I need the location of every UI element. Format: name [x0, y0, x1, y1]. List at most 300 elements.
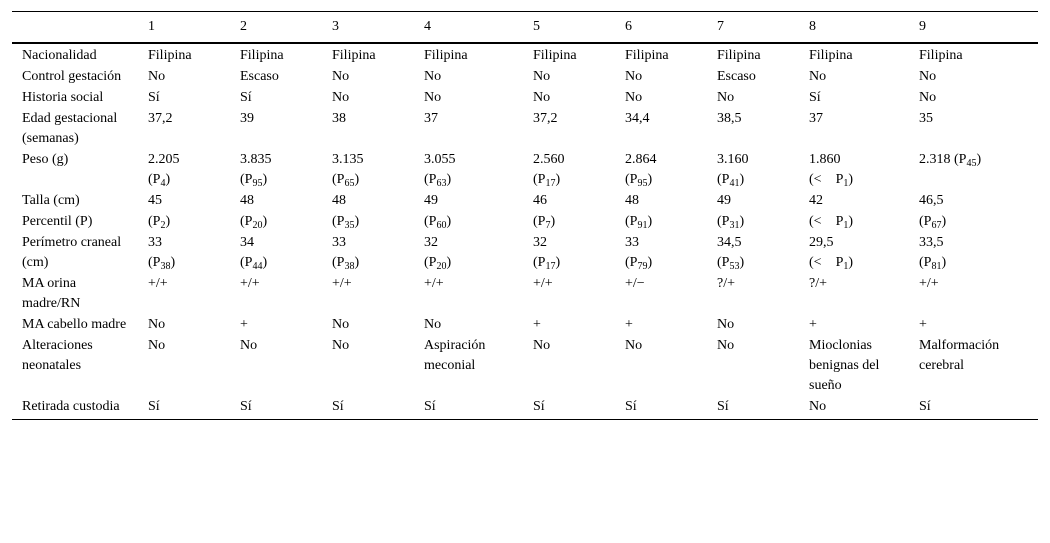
cell-text: No — [424, 317, 442, 332]
cell-text: (P — [533, 255, 546, 270]
table-cell — [523, 149, 615, 190]
table-cell — [523, 43, 615, 66]
cell-content — [625, 214, 652, 229]
subscript-text: 4 — [160, 178, 166, 189]
cell-content — [809, 172, 853, 187]
cell-text: Filipina — [625, 48, 669, 63]
cell-text: No — [919, 69, 937, 84]
table-cell — [414, 232, 523, 273]
cell-text: Filipina — [240, 48, 284, 63]
table-cell — [322, 87, 414, 108]
case-table — [12, 11, 1038, 420]
cell-text: ) — [941, 214, 947, 229]
table-cell — [230, 396, 322, 420]
cell-text: No — [424, 69, 442, 84]
table-cell — [322, 108, 414, 149]
table-cell — [523, 211, 615, 232]
cell-text: +/+ — [424, 276, 444, 291]
cell-text: 3.835 — [240, 152, 272, 167]
table-cell — [138, 43, 230, 66]
cell-text: (P — [533, 172, 546, 187]
cell-text: (P — [148, 172, 161, 187]
cell-text: No — [240, 338, 258, 353]
row-label: Peso (g) — [22, 152, 69, 167]
cell-text: +/+ — [332, 276, 352, 291]
cell-text: Malformación cerebral — [919, 338, 1000, 373]
subscript-text: 7 — [545, 220, 551, 231]
cell-text: 33 — [148, 235, 162, 250]
cell-content — [424, 172, 451, 187]
cell-text: ) — [848, 214, 854, 229]
cell-text: No — [809, 69, 827, 84]
cell-content — [919, 255, 946, 270]
cell-text: (P — [240, 255, 253, 270]
table-cell — [707, 211, 799, 232]
cell-text: Filipina — [332, 48, 376, 63]
cell-content — [809, 152, 841, 167]
cell-text: Escaso — [240, 69, 279, 84]
cell-text: ) — [739, 172, 745, 187]
row-label: Perímetro craneal (cm) — [22, 235, 122, 270]
row-label: Nacionalidad — [22, 48, 97, 63]
table-cell — [322, 211, 414, 232]
subscript-text: 1 — [843, 178, 849, 189]
cell-text: ) — [555, 172, 561, 187]
cell-text: (P — [148, 214, 161, 229]
cell-text: ) — [555, 255, 561, 270]
cell-content — [533, 235, 547, 250]
cell-content — [240, 172, 267, 187]
cell-text: 34,5 — [717, 235, 742, 250]
cell-content — [332, 214, 359, 229]
table-cell — [799, 108, 909, 149]
table-cell — [230, 108, 322, 149]
table-row — [12, 211, 1038, 232]
data-table-container — [12, 11, 1038, 420]
cell-text: (P — [148, 255, 161, 270]
table-cell — [707, 314, 799, 335]
cell-content — [148, 152, 180, 167]
table-cell — [230, 273, 322, 314]
cell-text: No — [148, 69, 166, 84]
table-cell — [707, 190, 799, 211]
cell-text: ) — [647, 255, 653, 270]
table-cell — [799, 314, 909, 335]
subscript-text: 20 — [252, 220, 263, 231]
header-cell-case-1: 1 — [138, 12, 230, 44]
cell-text: (P — [919, 214, 932, 229]
table-cell — [523, 396, 615, 420]
table-cell — [138, 108, 230, 149]
cell-text: (P — [625, 214, 638, 229]
table-row — [12, 87, 1038, 108]
cell-text: ) — [446, 172, 452, 187]
header-cell-case-7: 7 — [707, 12, 799, 44]
cell-text: 3.160 — [717, 152, 749, 167]
table-cell — [615, 335, 707, 396]
table-cell — [615, 273, 707, 314]
cell-text: 33 — [625, 235, 639, 250]
table-cell — [523, 335, 615, 396]
header-cell-label — [12, 12, 138, 44]
table-row — [12, 232, 1038, 273]
row-label: Talla (cm) — [22, 193, 80, 208]
cell-text: Sí — [809, 90, 821, 105]
cell-text: (P — [332, 214, 345, 229]
subscript-text: 95 — [252, 178, 263, 189]
header-cell-case-2: 2 — [230, 12, 322, 44]
cell-text: 35 — [919, 111, 933, 126]
subscript-text: 1 — [843, 220, 849, 231]
cell-content — [332, 255, 359, 270]
table-cell — [799, 335, 909, 396]
cell-text: + — [533, 317, 541, 332]
cell-text: ) — [165, 172, 171, 187]
cell-text: ) — [170, 255, 176, 270]
cell-content — [919, 152, 981, 167]
cell-content — [332, 235, 346, 250]
table-cell — [230, 314, 322, 335]
cell-text: (P — [240, 214, 253, 229]
table-cell — [138, 211, 230, 232]
row-label: Edad gestacional (semanas) — [22, 111, 118, 146]
cell-text: 2.205 — [148, 152, 180, 167]
table-cell — [523, 314, 615, 335]
subscript-text: 65 — [344, 178, 355, 189]
cell-content — [625, 172, 652, 187]
table-cell — [615, 87, 707, 108]
table-cell — [138, 190, 230, 211]
table-cell — [138, 66, 230, 87]
cell-text: ) — [446, 214, 452, 229]
cell-text: ) — [848, 255, 854, 270]
cell-text: (P — [332, 255, 345, 270]
table-cell — [322, 314, 414, 335]
cell-content — [332, 172, 359, 187]
cell-content — [424, 255, 451, 270]
cell-text: 29,5 — [809, 235, 834, 250]
cell-content — [148, 172, 170, 187]
table-cell — [322, 273, 414, 314]
cell-text: 49 — [717, 193, 731, 208]
table-cell — [799, 232, 909, 273]
table-cell — [230, 149, 322, 190]
table-row — [12, 335, 1038, 396]
header-cell-case-3: 3 — [322, 12, 414, 44]
cell-content — [240, 235, 254, 250]
table-cell — [414, 108, 523, 149]
cell-text: No — [533, 69, 551, 84]
table-cell — [230, 43, 322, 66]
table-cell — [799, 190, 909, 211]
cell-content — [625, 255, 652, 270]
cell-content — [717, 172, 744, 187]
table-cell — [707, 108, 799, 149]
cell-content — [809, 255, 853, 270]
subscript-text: 1 — [843, 261, 849, 272]
table-cell — [909, 232, 1038, 273]
table-cell — [615, 232, 707, 273]
table-cell — [707, 87, 799, 108]
cell-text: No — [332, 317, 350, 332]
cell-text: No — [717, 90, 735, 105]
header-cell-case-8: 8 — [799, 12, 909, 44]
table-row — [12, 314, 1038, 335]
table-cell — [909, 211, 1038, 232]
cell-text: P — [835, 172, 844, 187]
cell-text: No — [332, 338, 350, 353]
cell-text: + — [809, 317, 817, 332]
cell-text: ) — [262, 172, 268, 187]
cell-text: Mioclonias benignas del sueño — [809, 338, 880, 393]
table-cell — [230, 66, 322, 87]
cell-text: Sí — [919, 399, 931, 414]
cell-text: P — [835, 214, 844, 229]
cell-content — [533, 255, 560, 270]
table-row — [12, 149, 1038, 190]
cell-text: ) — [262, 255, 268, 270]
subscript-text: 17 — [545, 178, 556, 189]
cell-text: (P — [424, 172, 437, 187]
cell-text: +/+ — [533, 276, 553, 291]
table-cell — [414, 273, 523, 314]
cell-text: (P — [332, 172, 345, 187]
cell-text: (P — [424, 255, 437, 270]
cell-text: ) — [739, 255, 745, 270]
table-cell — [230, 232, 322, 273]
table-cell — [523, 190, 615, 211]
cell-text: No — [625, 90, 643, 105]
cell-content — [240, 214, 267, 229]
cell-text: +/− — [625, 276, 645, 291]
cell-text: 33 — [332, 235, 346, 250]
cell-text: ) — [262, 214, 268, 229]
cell-text: 33,5 — [919, 235, 944, 250]
cell-text: Aspiración meconial — [424, 338, 486, 373]
subscript-text: 38 — [344, 261, 355, 272]
cell-text: Sí — [717, 399, 729, 414]
table-cell — [707, 43, 799, 66]
cell-text: 46 — [533, 193, 547, 208]
cell-text: Sí — [424, 399, 436, 414]
table-cell — [909, 190, 1038, 211]
table-cell — [322, 43, 414, 66]
cell-text: No — [148, 338, 166, 353]
cell-text: No — [625, 69, 643, 84]
table-cell — [138, 314, 230, 335]
cell-text: (P — [717, 214, 730, 229]
cell-content — [240, 255, 267, 270]
table-cell — [523, 108, 615, 149]
cell-text: 32 — [533, 235, 547, 250]
table-cell — [615, 314, 707, 335]
table-cell — [799, 273, 909, 314]
subscript-text: 45 — [966, 158, 977, 169]
table-cell — [138, 232, 230, 273]
cell-text: Sí — [332, 399, 344, 414]
table-cell — [230, 211, 322, 232]
cell-text: (P — [424, 214, 437, 229]
cell-content — [148, 255, 175, 270]
cell-text: (P — [717, 172, 730, 187]
subscript-text: 81 — [931, 261, 942, 272]
row-label: MA cabello madre — [22, 317, 127, 332]
cell-text: Sí — [240, 90, 252, 105]
cell-text: ) — [446, 255, 452, 270]
table-cell — [414, 66, 523, 87]
cell-text: (P — [625, 255, 638, 270]
cell-text: Filipina — [919, 48, 963, 63]
cell-content — [717, 235, 742, 250]
subscript-text: 41 — [729, 178, 740, 189]
table-cell — [230, 190, 322, 211]
table-row — [12, 108, 1038, 149]
cell-content — [424, 214, 451, 229]
table-cell — [138, 149, 230, 190]
cell-text: No — [148, 317, 166, 332]
table-cell — [799, 211, 909, 232]
table-cell — [707, 273, 799, 314]
table-cell — [909, 149, 1038, 190]
row-label: Control gestación — [22, 69, 122, 84]
cell-text: 48 — [332, 193, 346, 208]
cell-text: + — [919, 317, 927, 332]
cell-text: 48 — [625, 193, 639, 208]
table-cell — [414, 396, 523, 420]
cell-text: + — [240, 317, 248, 332]
table-row — [12, 273, 1038, 314]
cell-text: Sí — [148, 399, 160, 414]
table-cell — [615, 211, 707, 232]
cell-text: ) — [354, 172, 360, 187]
cell-text: Filipina — [533, 48, 577, 63]
subscript-text: 79 — [637, 261, 648, 272]
table-cell — [799, 87, 909, 108]
cell-text: 2.560 — [533, 152, 565, 167]
cell-text: 49 — [424, 193, 438, 208]
cell-content — [919, 214, 946, 229]
cell-text: Sí — [148, 90, 160, 105]
cell-text: No — [332, 90, 350, 105]
cell-content — [148, 214, 170, 229]
table-cell — [230, 87, 322, 108]
table-cell — [414, 149, 523, 190]
cell-text: 37,2 — [148, 111, 173, 126]
cell-content — [717, 152, 749, 167]
table-cell — [615, 108, 707, 149]
cell-text: P — [835, 255, 844, 270]
cell-text: ) — [165, 214, 171, 229]
subscript-text: 17 — [545, 261, 556, 272]
table-cell — [414, 43, 523, 66]
cell-text: No — [625, 338, 643, 353]
table-cell — [322, 335, 414, 396]
cell-text: No — [717, 317, 735, 332]
cell-text: +/+ — [240, 276, 260, 291]
cell-text: Escaso — [717, 69, 756, 84]
table-row — [12, 190, 1038, 211]
table-cell — [909, 108, 1038, 149]
cell-text: ) — [354, 255, 360, 270]
cell-text: No — [533, 338, 551, 353]
cell-content — [533, 214, 555, 229]
cell-text: 2.318 (P — [919, 152, 967, 167]
row-label: Percentil (P) — [22, 214, 93, 229]
subscript-text: 2 — [160, 220, 166, 231]
cell-text: No — [332, 69, 350, 84]
table-cell — [909, 66, 1038, 87]
table-cell — [615, 396, 707, 420]
table-row — [12, 66, 1038, 87]
table-cell — [707, 396, 799, 420]
table-cell — [138, 273, 230, 314]
subscript-text: 63 — [436, 178, 447, 189]
table-cell — [414, 314, 523, 335]
table-cell — [799, 396, 909, 420]
cell-text: (P — [625, 172, 638, 187]
cell-text: (P — [717, 255, 730, 270]
cell-content — [809, 235, 834, 250]
cell-content — [424, 235, 438, 250]
cell-text: ) — [848, 172, 854, 187]
cell-text: 3.055 — [424, 152, 456, 167]
cell-text: ?/+ — [809, 276, 827, 291]
cell-text: (< — [809, 172, 822, 187]
table-cell — [414, 190, 523, 211]
table-cell — [909, 396, 1038, 420]
table-cell — [230, 335, 322, 396]
cell-content — [717, 214, 744, 229]
cell-text: 38,5 — [717, 111, 742, 126]
cell-text: 39 — [240, 111, 254, 126]
cell-content — [533, 152, 565, 167]
table-cell — [322, 396, 414, 420]
table-cell — [322, 190, 414, 211]
table-cell — [322, 232, 414, 273]
header-cell-case-5: 5 — [523, 12, 615, 44]
header-cell-case-9: 9 — [909, 12, 1038, 44]
subscript-text: 91 — [637, 220, 648, 231]
table-cell — [322, 149, 414, 190]
table-cell — [707, 149, 799, 190]
cell-text: ) — [941, 255, 947, 270]
cell-text: No — [424, 90, 442, 105]
subscript-text: 67 — [931, 220, 942, 231]
cell-text: No — [717, 338, 735, 353]
header-cell-case-6: 6 — [615, 12, 707, 44]
cell-text: 45 — [148, 193, 162, 208]
cell-text: Filipina — [148, 48, 192, 63]
table-cell — [138, 335, 230, 396]
cell-content — [625, 152, 657, 167]
cell-text: No — [809, 399, 827, 414]
cell-text: Filipina — [717, 48, 761, 63]
table-cell — [909, 273, 1038, 314]
table-cell — [799, 149, 909, 190]
subscript-text: 20 — [436, 261, 447, 272]
cell-text: 37 — [809, 111, 823, 126]
table-cell — [322, 66, 414, 87]
subscript-text: 95 — [637, 178, 648, 189]
cell-text: No — [919, 90, 937, 105]
cell-text: ) — [647, 172, 653, 187]
cell-content — [332, 152, 364, 167]
cell-text: (< — [809, 214, 822, 229]
table-cell — [138, 396, 230, 420]
cell-text: 2.864 — [625, 152, 657, 167]
table-cell — [523, 66, 615, 87]
row-label: Alteraciones neonatales — [22, 338, 93, 373]
